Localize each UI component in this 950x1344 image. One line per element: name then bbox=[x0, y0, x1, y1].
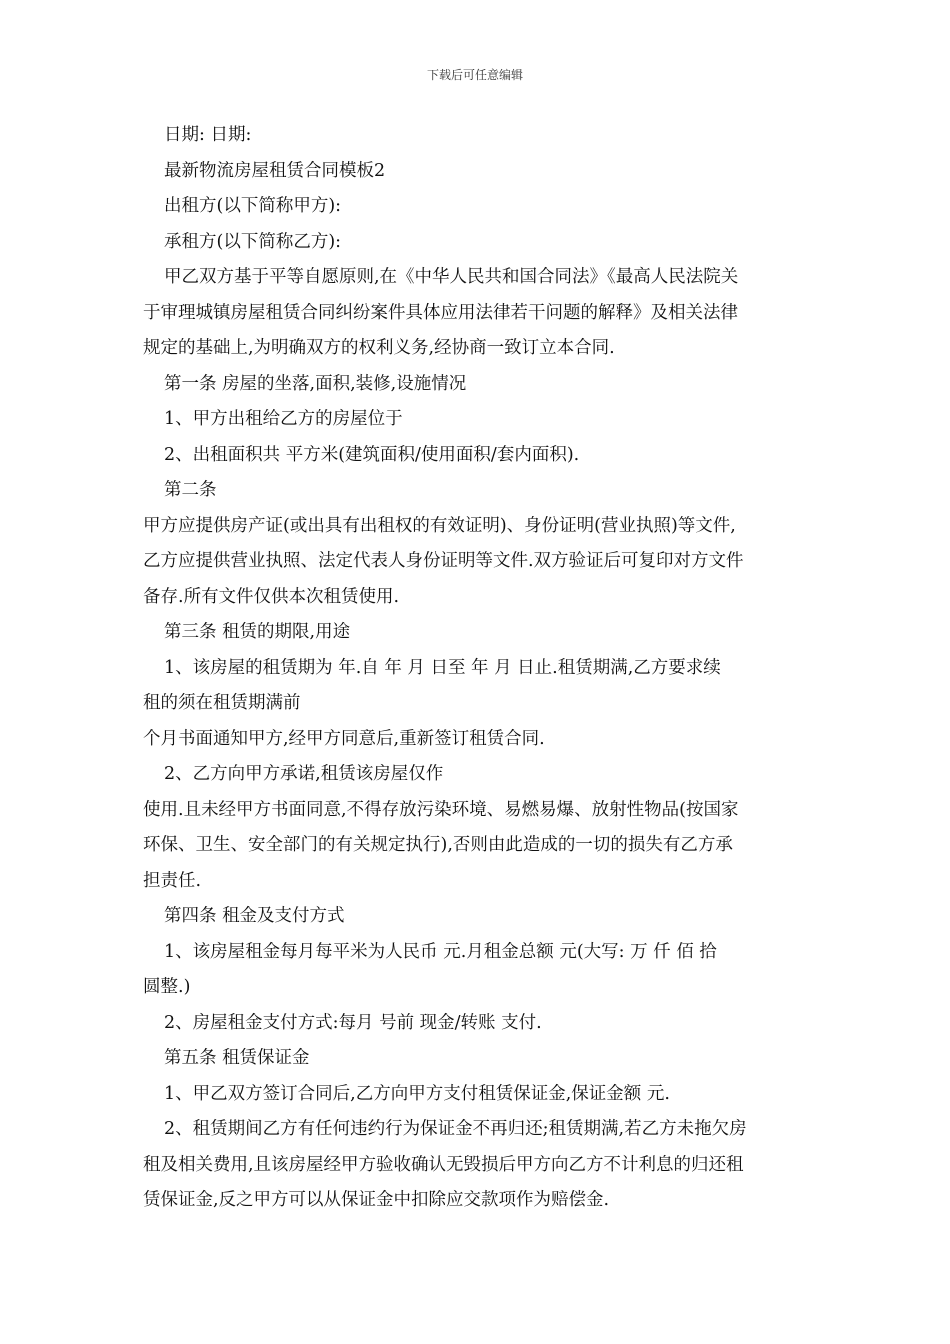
preamble-line: 甲乙双方基于平等自愿原则,在《中华人民共和国合同法》《最高人民法院关 bbox=[164, 267, 739, 287]
article-3-clause: 环保、卫生、安全部门的有关规定执行),否则由此造成的一切的损失有乙方承 bbox=[143, 835, 733, 855]
article-5-clause: 2、租赁期间乙方有任何违约行为保证金不再归还;租赁期满,若乙方未拖欠房 bbox=[164, 1119, 747, 1139]
article-5-clause: 赁保证金,反之甲方可以从保证金中扣除应交款项作为赔偿金. bbox=[143, 1190, 610, 1210]
document-title: 最新物流房屋租赁合同模板2 bbox=[164, 160, 386, 181]
article-2-text: 乙方应提供营业执照、法定代表人身份证明等文件.双方验证后可复印对方文件 bbox=[143, 551, 744, 571]
article-2-text: 备存.所有文件仅供本次租赁使用. bbox=[143, 586, 400, 607]
article-3-clause: 租的须在租赁期满前 bbox=[143, 693, 301, 713]
article-1-clause: 2、出租面积共 平方米(建筑面积/使用面积/套内面积). bbox=[164, 444, 580, 465]
article-4-clause: 1、该房屋租金每月每平米为人民币 元.月租金总额 元(大写: 万 仟 佰 拾 bbox=[164, 941, 717, 962]
date-line: 日期: 日期: bbox=[164, 125, 252, 145]
lessor-line: 出租方(以下简称甲方): bbox=[164, 196, 342, 216]
article-1-clause: 1、甲方出租给乙方的房屋位于 bbox=[164, 409, 403, 429]
article-5-heading: 第五条 租赁保证金 bbox=[164, 1048, 310, 1068]
article-3-clause: 1、该房屋的租赁期为 年.自 年 月 日至 年 月 日止.租赁期满,乙方要求续 bbox=[164, 657, 721, 678]
article-4-clause: 2、房屋租金支付方式:每月 号前 现金/转账 支付. bbox=[164, 1012, 542, 1033]
article-3-clause: 使用.且未经甲方书面同意,不得存放污染环境、易燃易爆、放射性物品(按国家 bbox=[143, 799, 739, 820]
article-4-heading: 第四条 租金及支付方式 bbox=[164, 906, 345, 926]
article-3-clause: 担责任. bbox=[143, 870, 202, 891]
article-3-clause: 2、乙方向甲方承诺,租赁该房屋仅作 bbox=[164, 764, 444, 784]
contract-body bbox=[143, 118, 809, 1219]
article-2-heading: 第二条 bbox=[164, 480, 217, 500]
article-5-clause: 租及相关费用,且该房屋经甲方验收确认无毁损后甲方向乙方不计利息的归还租 bbox=[143, 1154, 744, 1175]
article-1-heading: 第一条 房屋的坐落,面积,装修,设施情况 bbox=[164, 373, 467, 394]
article-5-clause: 1、甲乙双方签订合同后,乙方向甲方支付租赁保证金,保证金额 元. bbox=[164, 1083, 670, 1104]
article-3-clause: 个月书面通知甲方,经甲方同意后,重新签订租赁合同. bbox=[143, 728, 545, 749]
article-3-heading: 第三条 租赁的期限,用途 bbox=[164, 622, 351, 642]
article-4-clause: 圆整.) bbox=[143, 977, 191, 997]
preamble-line: 于审理城镇房屋租赁合同纠纷案件具体应用法律若干问题的解释》及相关法律 bbox=[143, 302, 738, 323]
preamble-line: 规定的基础上,为明确双方的权利义务,经协商一致订立本合同. bbox=[143, 338, 615, 358]
page-header-watermark: 下载后可任意编辑 bbox=[426, 68, 523, 82]
article-2-text: 甲方应提供房产证(或出具有出租权的有效证明)、身份证明(营业执照)等文件, bbox=[143, 515, 736, 536]
lessee-line: 承租方(以下简称乙方): bbox=[164, 231, 342, 252]
